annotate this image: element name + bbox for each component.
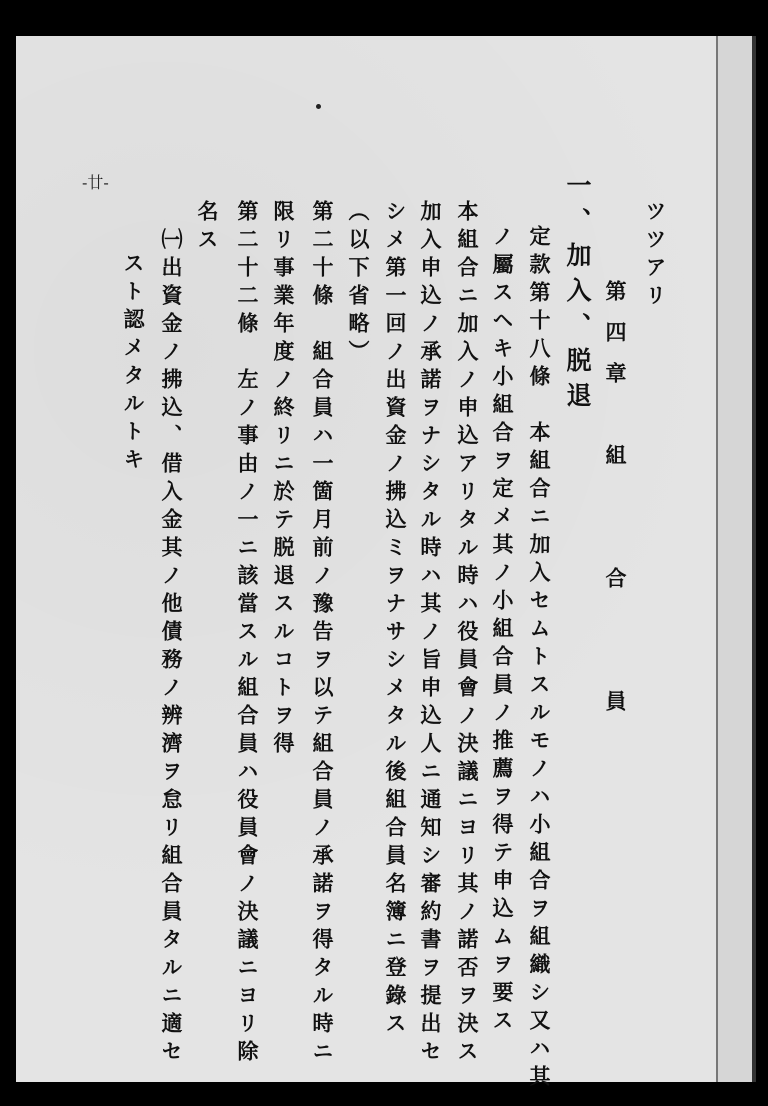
text-line-12: 第二十二條 左ノ事由ノ一ニ該當スル組合員ハ役員會ノ決議ニヨリ除 [235, 200, 260, 1068]
chapter-heading: 第四章 組 合 員 [603, 280, 628, 731]
text-line-1: ツツアリ [643, 200, 668, 312]
text-line-15: スト認メタルトキ [121, 252, 146, 476]
text-line-14: ㈠出資金ノ拂込、借入金其ノ他債務ノ辨濟ヲ怠リ組合員タルニ適セ [159, 228, 184, 1068]
text-line-4: 定款第十八條 本組合ニ加入セムトスルモノハ小組合ヲ組織シ又ハ其 [527, 225, 552, 1093]
text-line-10: 第二十條 組合員ハ一箇月前ノ豫告ヲ以テ組合員ノ承諾ヲ得タル時ニ [310, 200, 335, 1068]
text-line-6: 本組合ニ加入ノ申込アリタル時ハ役員會ノ決議ニヨリ其ノ諾否ヲ決ス [455, 200, 480, 1068]
text-line-7: 加入申込ノ承諾ヲナシタル時ハ其ノ旨申込人ニ通知シ審約書ヲ提出セ [418, 200, 443, 1068]
ink-dot [316, 104, 321, 109]
text-line-9: （以下省略） [346, 200, 371, 368]
text-line-5: ノ屬スヘキ小組合ヲ定メ其ノ小組合員ノ推薦ヲ得テ申込ムヲ要ス [490, 225, 515, 1037]
page-number: -廿- [82, 173, 109, 192]
section-heading: 一、加入、脱退 [563, 172, 592, 417]
adjacent-page-strip [718, 36, 756, 1082]
text-line-13: 名ス [195, 200, 220, 256]
page-edge [752, 36, 756, 1082]
text-line-11: 限リ事業年度ノ終リニ於テ脱退スルコトヲ得 [271, 200, 296, 760]
text-line-8: シメ第一回ノ出資金ノ拂込ミヲナサシメタル後組合員名簿ニ登錄ス [383, 200, 408, 1040]
